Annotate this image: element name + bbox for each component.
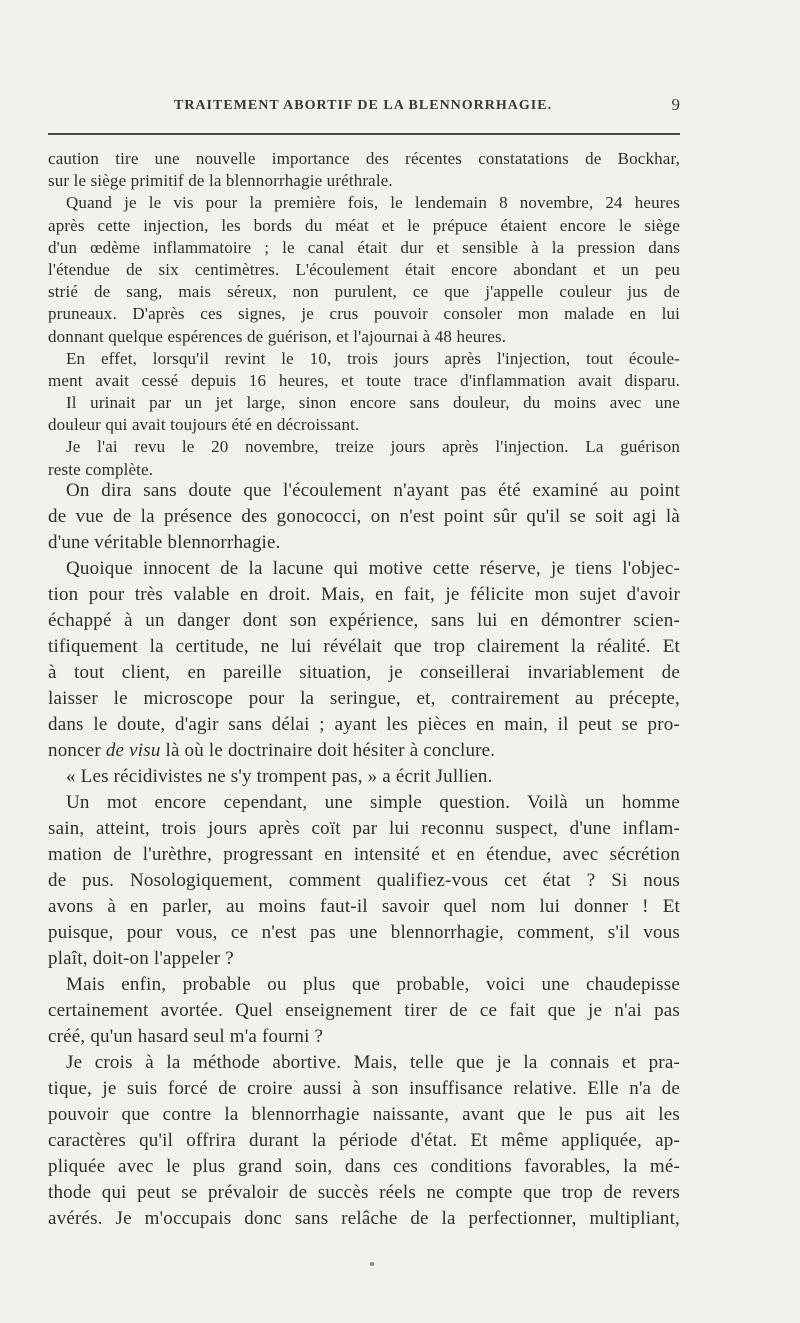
- page-number: 9: [671, 95, 680, 114]
- text-line: « Les récidivistes ne s'y trompent pas, » a écrit Jullien.: [66, 766, 493, 787]
- text-line: dans le doute, d'agir sans délai ; ayant les pièces en main, il peut se pro-: [48, 714, 680, 735]
- text-line: caractères qu'il offrira durant la période d'état. Et même appliquée, ap-: [48, 1130, 680, 1151]
- text-line: tifiquement la certitude, ne lui révélait que trop clairement la réalité. Et: [48, 636, 680, 657]
- text-line: créé, qu'un hasard seul m'a fourni ?: [48, 1026, 324, 1047]
- text-line: de pus. Nosologiquement, comment qualifiez-vous cet état ? Si nous: [48, 870, 680, 891]
- running-title: TRAITEMENT ABORTIF DE LA BLENNORRHAGIE.: [174, 98, 553, 113]
- text-line: Quand je le vis pour la première fois, le lendemain 8 novembre, 24 heures: [66, 193, 680, 213]
- text-line: On dira sans doute que l'écoulement n'ayant pas été examiné au point: [66, 480, 680, 501]
- paper-speck: [370, 1262, 374, 1266]
- text-line: de vue de la présence des gonococci, on n'est point sûr qu'il se soit agi là: [48, 506, 680, 527]
- text-line-with-italic: [48, 738, 680, 764]
- text-line: mation de l'urèthre, progressant en intensité et en étendue, avec sécrétion: [48, 844, 680, 865]
- text-line: tion pour très valable en droit. Mais, en fait, je félicite mon sujet d'avoir: [48, 584, 680, 605]
- text-line: sain, atteint, trois jours après coït par lui reconnu suspect, d'une inflam-: [48, 818, 680, 839]
- text-line: Je l'ai revu le 20 novembre, treize jours après l'injection. La guérison: [66, 437, 680, 457]
- italic-phrase: de visu: [105, 740, 161, 761]
- text-line: strié de sang, mais séreux, non purulent, ce que j'appelle couleur jus de: [48, 282, 680, 302]
- text-line: En effet, lorsqu'il revint le 10, trois jours après l'injection, tout écoule-: [66, 348, 680, 368]
- text-line: reste complète.: [48, 459, 154, 479]
- italic-line-after: là où le doctrinaire doit hésiter à conclure.: [160, 740, 496, 761]
- text-line: Un mot encore cependant, une simple question. Voilà un homme: [66, 792, 680, 813]
- text-line: Il urinait par un jet large, sinon encore sans douleur, du moins avec une: [66, 393, 680, 413]
- main-text-block: [48, 478, 680, 1232]
- text-line: l'étendue de six centimètres. L'écoulement était encore abondant et un peu: [48, 259, 680, 279]
- text-line: caution tire une nouvelle importance des récentes constatations de Bockhar,: [48, 149, 680, 168]
- text-line: d'une véritable blennorrhagie.: [48, 532, 281, 553]
- text-line: plaît, doit-on l'appeler ?: [48, 948, 234, 969]
- header-rule: [48, 133, 680, 135]
- text-line: Quoique innocent de la lacune qui motive cette réserve, je tiens l'objec-: [66, 558, 680, 579]
- text-line: douleur qui avait toujours été en décroissant.: [48, 415, 360, 435]
- page-header: [48, 95, 680, 122]
- text-line: avérés. Je m'occupais donc sans relâche de la perfectionner, multipliant,: [48, 1208, 680, 1229]
- text-line: pliquée avec le plus grand soin, dans ces conditions favorables, la mé-: [48, 1156, 680, 1177]
- text-line: à tout client, en pareille situation, je conseillerai invariablement de: [48, 662, 680, 683]
- text-line: échappé à un danger dont son expérience, sans lui en démontrer scien-: [48, 610, 680, 631]
- text-line: avons à en parler, au moins faut-il savoir quel nom lui donner ! Et: [48, 896, 680, 917]
- text-line: pruneaux. D'après ces signes, je crus pouvoir consoler mon malade en lui: [48, 304, 680, 324]
- text-line: pouvoir que contre la blennorrhagie naissante, avant que le pus ait les: [48, 1104, 680, 1125]
- text-line: puisque, pour vous, ce n'est pas une blennorrhagie, comment, s'il vous: [48, 922, 680, 943]
- text-line: ment avait cessé depuis 16 heures, et toute trace d'inflammation avait disparu.: [48, 370, 680, 390]
- text-line: certainement avortée. Quel enseignement tirer de ce fait que je n'ai pas: [48, 1000, 680, 1021]
- case-report-block: [48, 148, 680, 481]
- italic-line-before: noncer: [48, 740, 106, 761]
- text-line: tique, je suis forcé de croire aussi à son insuffisance relative. Elle n'a de: [48, 1078, 680, 1099]
- text-line: Je crois à la méthode abortive. Mais, telle que je la connais et pra-: [66, 1052, 680, 1073]
- text-line: Mais enfin, probable ou plus que probable, voici une chaudepisse: [66, 974, 680, 995]
- text-line: laisser le microscope pour la seringue, et, contrairement au précepte,: [48, 688, 680, 709]
- text-line: thode qui peut se prévaloir de succès réels ne compte que trop de revers: [48, 1182, 680, 1203]
- text-line: sur le siège primitif de la blennorrhagie uréthrale.: [48, 171, 393, 191]
- text-line: donnant quelque espérences de guérison, et l'ajournai à 48 heures.: [48, 326, 507, 346]
- text-line: d'un œdème inflammatoire ; le canal était dur et sensible à la pression dans: [48, 237, 680, 257]
- text-line: après cette injection, les bords du méat et le prépuce étaient encore le siège: [48, 215, 680, 235]
